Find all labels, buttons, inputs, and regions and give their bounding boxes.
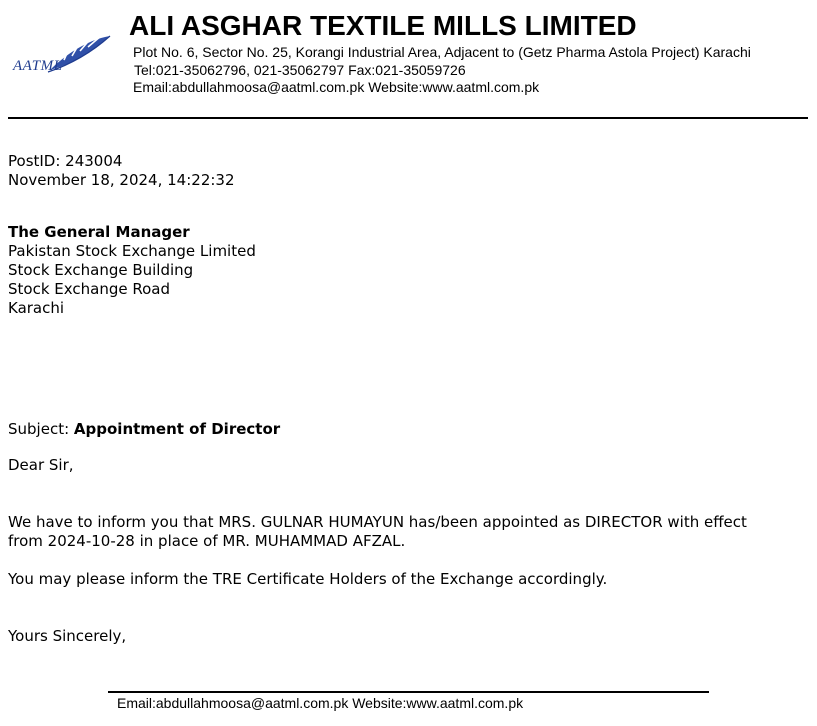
company-address: Plot No. 6, Sector No. 25, Korangi Industrial Area, Adjacent to (Getz Pharma Astola Project) Karachi bbox=[133, 44, 751, 60]
company-logo bbox=[12, 34, 112, 78]
recipient-building: Stock Exchange Building bbox=[8, 261, 194, 279]
subject-text: Appointment of Director bbox=[73, 420, 281, 438]
subject-label: Subject: bbox=[8, 420, 70, 438]
recipient-road: Stock Exchange Road bbox=[8, 280, 170, 298]
footer-divider bbox=[108, 691, 709, 693]
company-phones: Tel:021-35062796, 021-35062797 Fax:021-35059726 bbox=[134, 62, 466, 78]
recipient-city: Karachi bbox=[8, 299, 65, 317]
body-paragraph-line-3: You may please inform the TRE Certificate Holders of the Exchange accordingly. bbox=[8, 570, 608, 588]
post-id: PostID: 243004 bbox=[8, 152, 123, 170]
salutation: Dear Sir, bbox=[8, 456, 74, 474]
company-name: ALI ASGHAR TEXTILE MILLS LIMITED bbox=[129, 10, 637, 41]
recipient-title: The General Manager bbox=[8, 223, 190, 241]
company-contact: Email:abdullahmoosa@aatml.com.pk Website:www.aatml.com.pk bbox=[133, 79, 540, 95]
post-datetime: November 18, 2024, 14:22:32 bbox=[8, 171, 235, 189]
logo-text: AATML bbox=[13, 58, 63, 74]
body-paragraph-line-2: from 2024-10-28 in place of MR. MUHAMMAD AFZAL. bbox=[8, 532, 406, 550]
recipient-org: Pakistan Stock Exchange Limited bbox=[8, 242, 256, 260]
footer-contact: Email:abdullahmoosa@aatml.com.pk Website:www.aatml.com.pk bbox=[117, 695, 524, 711]
header-divider bbox=[8, 117, 808, 119]
closing: Yours Sincerely, bbox=[8, 627, 127, 645]
body-paragraph-line-1: We have to inform you that MRS. GULNAR HUMAYUN has/been appointed as DIRECTOR with effect bbox=[8, 513, 747, 531]
subject-line bbox=[8, 420, 280, 438]
